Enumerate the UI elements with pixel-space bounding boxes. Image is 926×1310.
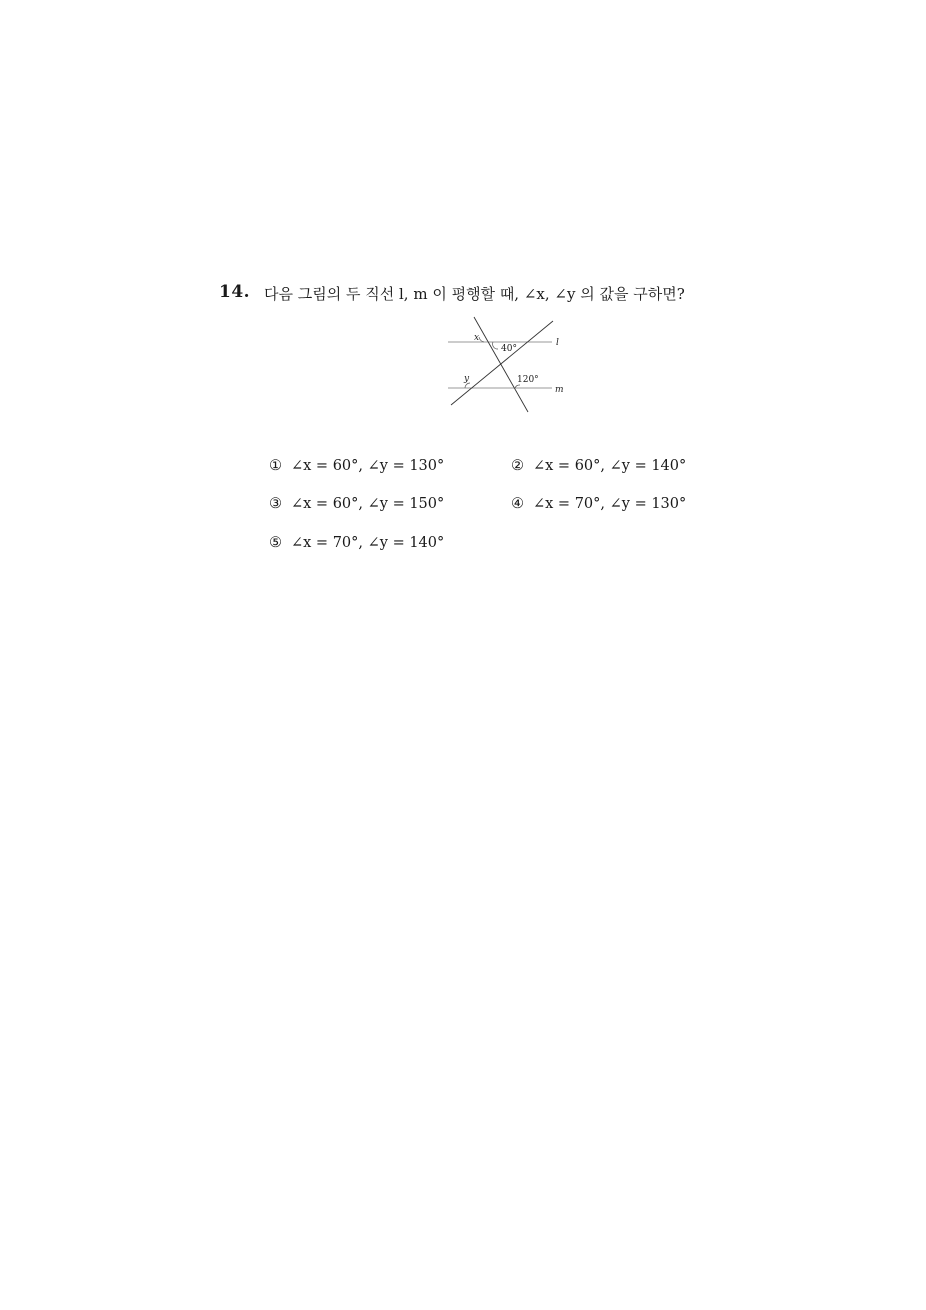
choice-5-text: ∠x = 70°, ∠y = 140° xyxy=(291,535,445,551)
choice-2-text: ∠x = 60°, ∠y = 140° xyxy=(533,458,687,474)
question-text: 다음 그림의 두 직선 l, m 이 평행할 때, ∠x, ∠y 의 값을 구하면? xyxy=(264,285,685,303)
choice-2-mark: ② xyxy=(511,458,524,474)
choice-1-mark: ① xyxy=(269,458,282,474)
label-x: x xyxy=(474,333,480,343)
choice-3-text: ∠x = 60°, ∠y = 150° xyxy=(291,496,445,512)
transversal-line-2 xyxy=(451,321,553,405)
label-angle-120: 120° xyxy=(517,375,539,385)
choice-1[interactable] xyxy=(269,458,444,474)
choice-4[interactable] xyxy=(511,496,686,512)
label-angle-40: 40° xyxy=(501,344,517,354)
choice-4-mark: ④ xyxy=(511,496,524,512)
angle-120-arc xyxy=(515,385,520,388)
angle-x-arc xyxy=(479,337,484,342)
figure-svg xyxy=(448,315,568,415)
question-number: 14. xyxy=(219,282,251,302)
choice-4-text: ∠x = 70°, ∠y = 130° xyxy=(533,496,687,512)
angle-40-arc xyxy=(493,342,498,349)
transversal-line-1 xyxy=(474,317,528,412)
choice-1-text: ∠x = 60°, ∠y = 130° xyxy=(291,458,445,474)
choice-2[interactable] xyxy=(511,458,686,474)
choice-5[interactable] xyxy=(269,535,444,551)
label-line-l: l xyxy=(556,338,559,348)
parallel-lines-figure xyxy=(448,315,568,415)
label-line-m: m xyxy=(555,385,564,395)
label-y: y xyxy=(464,374,470,384)
choice-5-mark: ⑤ xyxy=(269,535,282,551)
choice-3-mark: ③ xyxy=(269,496,282,512)
choice-3[interactable] xyxy=(269,496,444,512)
